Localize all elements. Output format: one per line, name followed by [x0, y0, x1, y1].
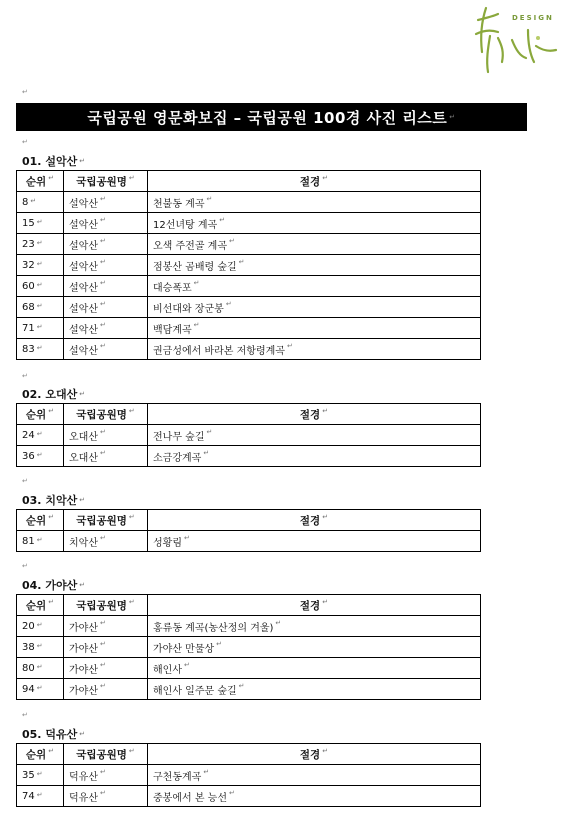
cell-end-mark: ↵: [219, 215, 226, 224]
park-cell: 덕유산 ↵: [64, 765, 148, 786]
rank-cell: 15 ↵: [17, 213, 64, 234]
cell-end-mark: ↵: [99, 427, 106, 436]
scene-table: [16, 170, 481, 360]
scene-table: [16, 509, 481, 552]
cell-end-mark: ↵: [203, 448, 210, 457]
cell-end-mark: ↵: [128, 746, 135, 755]
cell-end-mark: ↵: [206, 427, 213, 436]
park-cell: 설악산 ↵: [64, 192, 148, 213]
table-header-row: [17, 595, 481, 616]
rank-cell: 20 ↵: [17, 616, 64, 637]
cell-end-mark: ↵: [238, 257, 245, 266]
park-cell: 오대산 ↵: [64, 425, 148, 446]
paragraph-mark: ↵: [22, 477, 28, 485]
scene-cell: 해인사 일주문 숲길 ↵: [148, 679, 481, 700]
cell-end-mark: ↵: [48, 512, 55, 521]
header-scene: 절경 ↵: [148, 171, 481, 192]
cell-end-mark: ↵: [48, 406, 55, 415]
cell-end-mark: ↵: [99, 533, 106, 542]
scene-cell: 성황림 ↵: [148, 531, 481, 552]
table-header-row: [17, 510, 481, 531]
cell-end-mark: ↵: [206, 194, 213, 203]
logo-text: DESIGN: [512, 14, 554, 22]
cell-end-mark: ↵: [99, 767, 106, 776]
rank-cell: 36 ↵: [17, 446, 64, 467]
cell-end-mark: ↵: [322, 406, 329, 415]
section-title: 02. 오대산: [22, 388, 78, 401]
rank-cell: 38 ↵: [17, 637, 64, 658]
cell-end-mark: ↵: [36, 343, 43, 352]
scene-cell: 비선대와 장군봉 ↵: [148, 297, 481, 318]
table-row: [17, 425, 481, 446]
table-row: [17, 531, 481, 552]
section-title: 01. 설악산: [22, 155, 78, 168]
cell-end-mark: ↵: [36, 301, 43, 310]
rank-cell: 60 ↵: [17, 276, 64, 297]
cell-end-mark: ↵: [216, 639, 223, 648]
cell-end-mark: ↵: [36, 429, 43, 438]
table-row: [17, 679, 481, 700]
park-cell: 설악산 ↵: [64, 234, 148, 255]
table-row: [17, 446, 481, 467]
cell-end-mark: ↵: [322, 597, 329, 606]
scene-cell: 대승폭포 ↵: [148, 276, 481, 297]
cell-end-mark: ↵: [36, 280, 43, 289]
section-deogyusan: 05. 덕유산 ↵ 순위 ↵ 국립공원명 ↵ 절경 ↵ 35 ↵ 덕유산 ↵ 구천동계곡 ↵ 74 ↵ 덕유산 ↵ 중봉에서 본 능선 ↵: [16, 726, 480, 807]
scene-cell: 천불동 계곡 ↵: [148, 192, 481, 213]
paragraph-mark: ↵: [22, 88, 28, 96]
design-logo: [468, 0, 568, 80]
park-cell: 설악산 ↵: [64, 339, 148, 360]
section-chiaksan: 03. 치악산 ↵ 순위 ↵ 국립공원명 ↵ 절경 ↵ 81 ↵ 치악산 ↵ 성황림 ↵: [16, 492, 480, 552]
cell-end-mark: ↵: [203, 767, 210, 776]
scene-cell: 12선녀탕 계곡 ↵: [148, 213, 481, 234]
section-seoraksan: 01. 설악산 ↵ 순위 ↵ 국립공원명 ↵ 절경 ↵ 8 ↵ 설악산 ↵ 천불동 계곡 ↵ 15 ↵ 설악산 ↵ 12선녀탕 계곡 ↵ 23 ↵ 설악산 ↵ 오색 주전골 계곡 ↵ 32 ↵ 설악산 ↵ 점봉산 곰배령 숲길 ↵ 60 ↵ 설악산 ↵ 대승폭포 ↵ 68 ↵ 설악산 ↵ 비선대와 장군봉 ↵ 71 ↵ 설악산 ↵ 백담계곡 ↵ 83 ↵ 설악산 ↵ 권금성에서 바라본 저항령계곡 ↵: [16, 153, 480, 360]
scene-cell: 가야산 만물상 ↵: [148, 637, 481, 658]
table-row: [17, 339, 481, 360]
header-rank: 순위 ↵: [17, 404, 64, 425]
park-cell: 설악산 ↵: [64, 318, 148, 339]
park-cell: 설악산 ↵: [64, 297, 148, 318]
paragraph-mark: ↵: [22, 711, 28, 719]
scene-table: [16, 594, 481, 700]
cell-end-mark: ↵: [128, 512, 135, 521]
rank-cell: 68 ↵: [17, 297, 64, 318]
cell-end-mark: ↵: [193, 278, 200, 287]
cell-end-mark: ↵: [128, 173, 135, 182]
table-row: [17, 255, 481, 276]
cell-end-mark: ↵: [99, 341, 106, 350]
header-scene: 절경 ↵: [148, 510, 481, 531]
cell-end-mark: ↵: [36, 322, 43, 331]
cell-end-mark: ↵: [36, 238, 43, 247]
park-cell: 가야산 ↵: [64, 637, 148, 658]
cell-end-mark: ↵: [36, 450, 43, 459]
table-row: [17, 765, 481, 786]
cell-end-mark: ↵: [322, 173, 329, 182]
cell-end-mark: ↵: [99, 278, 106, 287]
rank-cell: 81 ↵: [17, 531, 64, 552]
rank-cell: 32 ↵: [17, 255, 64, 276]
calligraphy-logo-icon: [468, 0, 568, 80]
cell-end-mark: ↵: [36, 683, 43, 692]
cell-end-mark: ↵: [36, 535, 43, 544]
table-header-row: [17, 744, 481, 765]
cell-end-mark: ↵: [99, 618, 106, 627]
cell-end-mark: ↵: [99, 660, 106, 669]
cell-end-mark: ↵: [36, 662, 43, 671]
cell-end-mark: ↵: [183, 533, 190, 542]
scene-cell: 구천동계곡 ↵: [148, 765, 481, 786]
cell-end-mark: ↵: [99, 788, 106, 797]
header-park: 국립공원명 ↵: [64, 595, 148, 616]
section-title: 05. 덕유산: [22, 728, 78, 741]
rank-cell: 24 ↵: [17, 425, 64, 446]
table-header-row: [17, 404, 481, 425]
section-gayasan: 04. 가야산 ↵ 순위 ↵ 국립공원명 ↵ 절경 ↵ 20 ↵ 가야산 ↵ 홍류동 계곡(농산정의 겨울) ↵ 38 ↵ 가야산 ↵ 가야산 만물상 ↵ 80 ↵ 가야산 ↵ 해인사 ↵ 94 ↵ 가야산 ↵ 해인사 일주문 숲길 ↵: [16, 577, 480, 700]
header-rank: 순위 ↵: [17, 171, 64, 192]
cell-end-mark: ↵: [228, 236, 235, 245]
rank-cell: 35 ↵: [17, 765, 64, 786]
scene-cell: 해인사 ↵: [148, 658, 481, 679]
cell-end-mark: ↵: [99, 639, 106, 648]
cell-end-mark: ↵: [36, 620, 43, 629]
cell-end-mark: ↵: [99, 320, 106, 329]
rank-cell: 8 ↵: [17, 192, 64, 213]
cell-end-mark: ↵: [99, 257, 106, 266]
rank-cell: 74 ↵: [17, 786, 64, 807]
cell-end-mark: ↵: [183, 660, 190, 669]
rank-cell: 80 ↵: [17, 658, 64, 679]
rank-cell: 71 ↵: [17, 318, 64, 339]
cell-end-mark: ↵: [36, 641, 43, 650]
page-title: 국립공원 영문화보집 – 국립공원 100경 사진 리스트: [87, 108, 448, 127]
park-cell: 설악산 ↵: [64, 255, 148, 276]
cell-end-mark: ↵: [36, 790, 43, 799]
header-scene: 절경 ↵: [148, 595, 481, 616]
scene-cell: 점봉산 곰배령 숲길 ↵: [148, 255, 481, 276]
scene-table: [16, 403, 481, 467]
page-title-banner: 국립공원 영문화보집 – 국립공원 100경 사진 리스트 ↵: [16, 103, 527, 131]
scene-cell: 중봉에서 본 능선 ↵: [148, 786, 481, 807]
cell-end-mark: ↵: [99, 236, 106, 245]
header-park: 국립공원명 ↵: [64, 510, 148, 531]
section-odaesan: 02. 오대산 ↵ 순위 ↵ 국립공원명 ↵ 절경 ↵ 24 ↵ 오대산 ↵ 전나무 숲길 ↵ 36 ↵ 오대산 ↵ 소금강계곡 ↵: [16, 386, 480, 467]
cell-end-mark: ↵: [99, 215, 106, 224]
cell-end-mark: ↵: [48, 597, 55, 606]
table-row: [17, 192, 481, 213]
header-scene: 절경 ↵: [148, 404, 481, 425]
park-cell: 오대산 ↵: [64, 446, 148, 467]
header-park: 국립공원명 ↵: [64, 404, 148, 425]
scene-cell: 백담계곡 ↵: [148, 318, 481, 339]
table-row: [17, 637, 481, 658]
cell-end-mark: ↵: [48, 746, 55, 755]
table-header-row: [17, 171, 481, 192]
scene-table: [16, 743, 481, 807]
cell-end-mark: ↵: [36, 259, 43, 268]
park-cell: 덕유산 ↵: [64, 786, 148, 807]
park-cell: 가야산 ↵: [64, 658, 148, 679]
paragraph-mark: ↵: [22, 562, 28, 570]
section-title: 04. 가야산: [22, 579, 78, 592]
header-rank: 순위 ↵: [17, 510, 64, 531]
cell-end-mark: ↵: [99, 681, 106, 690]
scene-cell: 권금성에서 바라본 저항령계곡 ↵: [148, 339, 481, 360]
cell-end-mark: ↵: [99, 448, 106, 457]
header-park: 국립공원명 ↵: [64, 171, 148, 192]
scene-cell: 전나무 숲길 ↵: [148, 425, 481, 446]
cell-end-mark: ↵: [322, 512, 329, 521]
cell-end-mark: ↵: [36, 769, 43, 778]
cell-end-mark: ↵: [36, 217, 43, 226]
table-row: [17, 318, 481, 339]
cell-end-mark: ↵: [286, 341, 293, 350]
cell-end-mark: ↵: [322, 746, 329, 755]
table-row: [17, 234, 481, 255]
park-cell: 가야산 ↵: [64, 616, 148, 637]
park-cell: 설악산 ↵: [64, 213, 148, 234]
cell-end-mark: ↵: [128, 406, 135, 415]
header-rank: 순위 ↵: [17, 744, 64, 765]
rank-cell: 94 ↵: [17, 679, 64, 700]
section-title: 03. 치악산: [22, 494, 78, 507]
cell-end-mark: ↵: [48, 173, 55, 182]
scene-cell: 소금강계곡 ↵: [148, 446, 481, 467]
cell-end-mark: ↵: [30, 196, 37, 205]
table-row: [17, 213, 481, 234]
table-row: [17, 297, 481, 318]
table-row: [17, 616, 481, 637]
rank-cell: 83 ↵: [17, 339, 64, 360]
cell-end-mark: ↵: [225, 299, 232, 308]
table-row: [17, 276, 481, 297]
paragraph-mark: ↵: [22, 372, 28, 380]
cell-end-mark: ↵: [193, 320, 200, 329]
cell-end-mark: ↵: [275, 618, 282, 627]
cell-end-mark: ↵: [128, 597, 135, 606]
park-cell: 치악산 ↵: [64, 531, 148, 552]
park-cell: 설악산 ↵: [64, 276, 148, 297]
header-scene: 절경 ↵: [148, 744, 481, 765]
scene-cell: 오색 주전골 계곡 ↵: [148, 234, 481, 255]
cell-end-mark: ↵: [99, 194, 106, 203]
park-cell: 가야산 ↵: [64, 679, 148, 700]
cell-end-mark: ↵: [228, 788, 235, 797]
rank-cell: 23 ↵: [17, 234, 64, 255]
header-rank: 순위 ↵: [17, 595, 64, 616]
header-park: 국립공원명 ↵: [64, 744, 148, 765]
paragraph-mark: ↵: [22, 138, 28, 146]
cell-end-mark: ↵: [99, 299, 106, 308]
scene-cell: 홍류동 계곡(농산정의 겨울) ↵: [148, 616, 481, 637]
table-row: [17, 658, 481, 679]
table-row: [17, 786, 481, 807]
cell-end-mark: ↵: [238, 681, 245, 690]
